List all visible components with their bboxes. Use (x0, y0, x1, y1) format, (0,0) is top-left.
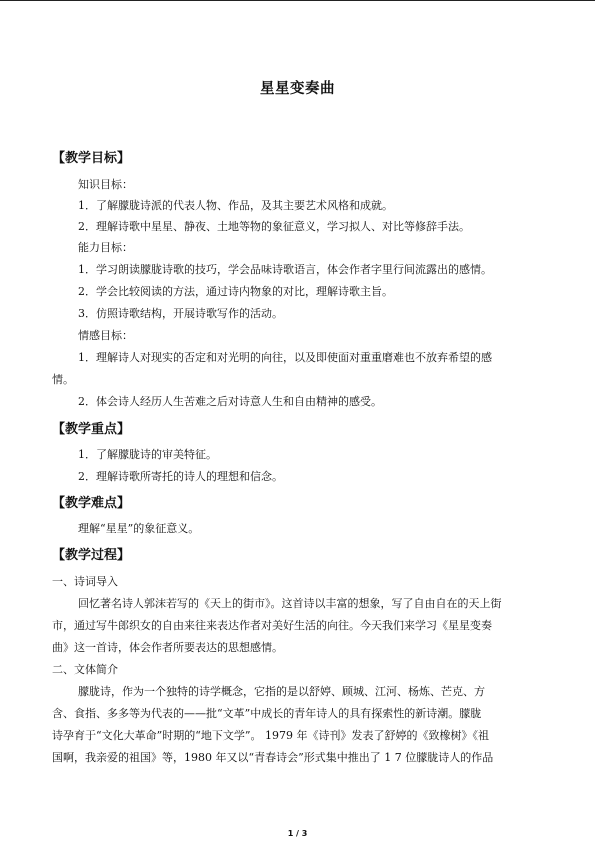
intro-line-2: 市，通过写牛郎织女的自由来往来表达作者对美好生活的向往。今天我们来学习《星星变奏 (52, 619, 492, 632)
section-heading-focus: 【教学重点】 (52, 422, 131, 437)
focus-item-2: 2．理解诗歌所寄托的诗人的理想和信念。 (78, 470, 283, 483)
ability-item-1: 1．学习朗读朦胧诗歌的技巧，学会品味诗歌语言，体会作者字里行间流露出的感情。 (78, 263, 492, 276)
knowledge-label: 知识目标： (78, 178, 133, 191)
focus-item-1: 1．了解朦胧诗的审美特征。 (78, 448, 217, 461)
knowledge-item-1: 1．了解朦胧诗派的代表人物、作品，及其主要艺术风格和成就。 (78, 199, 393, 212)
section-heading-goals: 【教学目标】 (52, 151, 131, 166)
ability-item-2: 2．学会比较阅读的方法，通过诗内物象的对比，理解诗歌主旨。 (78, 285, 393, 298)
header-rule (0, 0, 595, 1)
emotion-item-2: 2．体会诗人经历人生苦难之后对诗意人生和自由精神的感受。 (78, 395, 382, 408)
section-heading-process: 【教学过程】 (52, 548, 131, 563)
intro-label: 一、诗词导入 (52, 575, 118, 588)
page-number: 1 / 3 (287, 829, 308, 838)
knowledge-item-2: 2．理解诗歌中星星、静夜、土地等物的象征意义，学习拟人、对比等修辞手法。 (78, 220, 470, 233)
style-line-2: 含、食指、多多等为代表的——批“文革”中成长的青年诗人的具有探索性的新诗潮。朦胧 (52, 707, 482, 720)
ability-item-3: 3．仿照诗歌结构，开展诗歌写作的活动。 (78, 307, 283, 320)
emotion-item-1-cont: 情。 (52, 373, 74, 386)
style-line-1: 朦胧诗，作为一个独特的诗学概念，它指的是以舒婷、顾城、江河、杨炼、芒克、方 (78, 685, 485, 698)
style-line-3: 诗孕育于“文化大革命”时期的“地下文学”。 1979 年《诗刊》发表了舒婷的《致橡树》《祖 (52, 729, 489, 742)
emotion-label: 情感目标： (78, 329, 133, 342)
style-label: 二、文体简介 (52, 663, 118, 676)
intro-line-3: 曲》这一首诗，体会作者所要表达的思想感情。 (52, 641, 283, 654)
emotion-item-1: 1．理解诗人对现实的否定和对光明的向往，以及即使面对重重磨难也不放弃希望的感 (78, 351, 492, 364)
style-line-4: 国啊，我亲爱的祖国》等，1980 年又以“青春诗会”形式集中推出了 1 7 位朦胧诗人的作品 (52, 751, 494, 764)
ability-label: 能力目标： (78, 241, 133, 254)
intro-line-1: 回忆著名诗人郭沫若写的《天上的街市》。这首诗以丰富的想象，写了自由自在的天上街 (78, 597, 502, 610)
section-heading-difficulty: 【教学难点】 (52, 496, 131, 511)
difficulty-item-1: 理解“星星”的象征意义。 (78, 522, 200, 535)
page-title: 星星变奏曲 (260, 81, 335, 97)
